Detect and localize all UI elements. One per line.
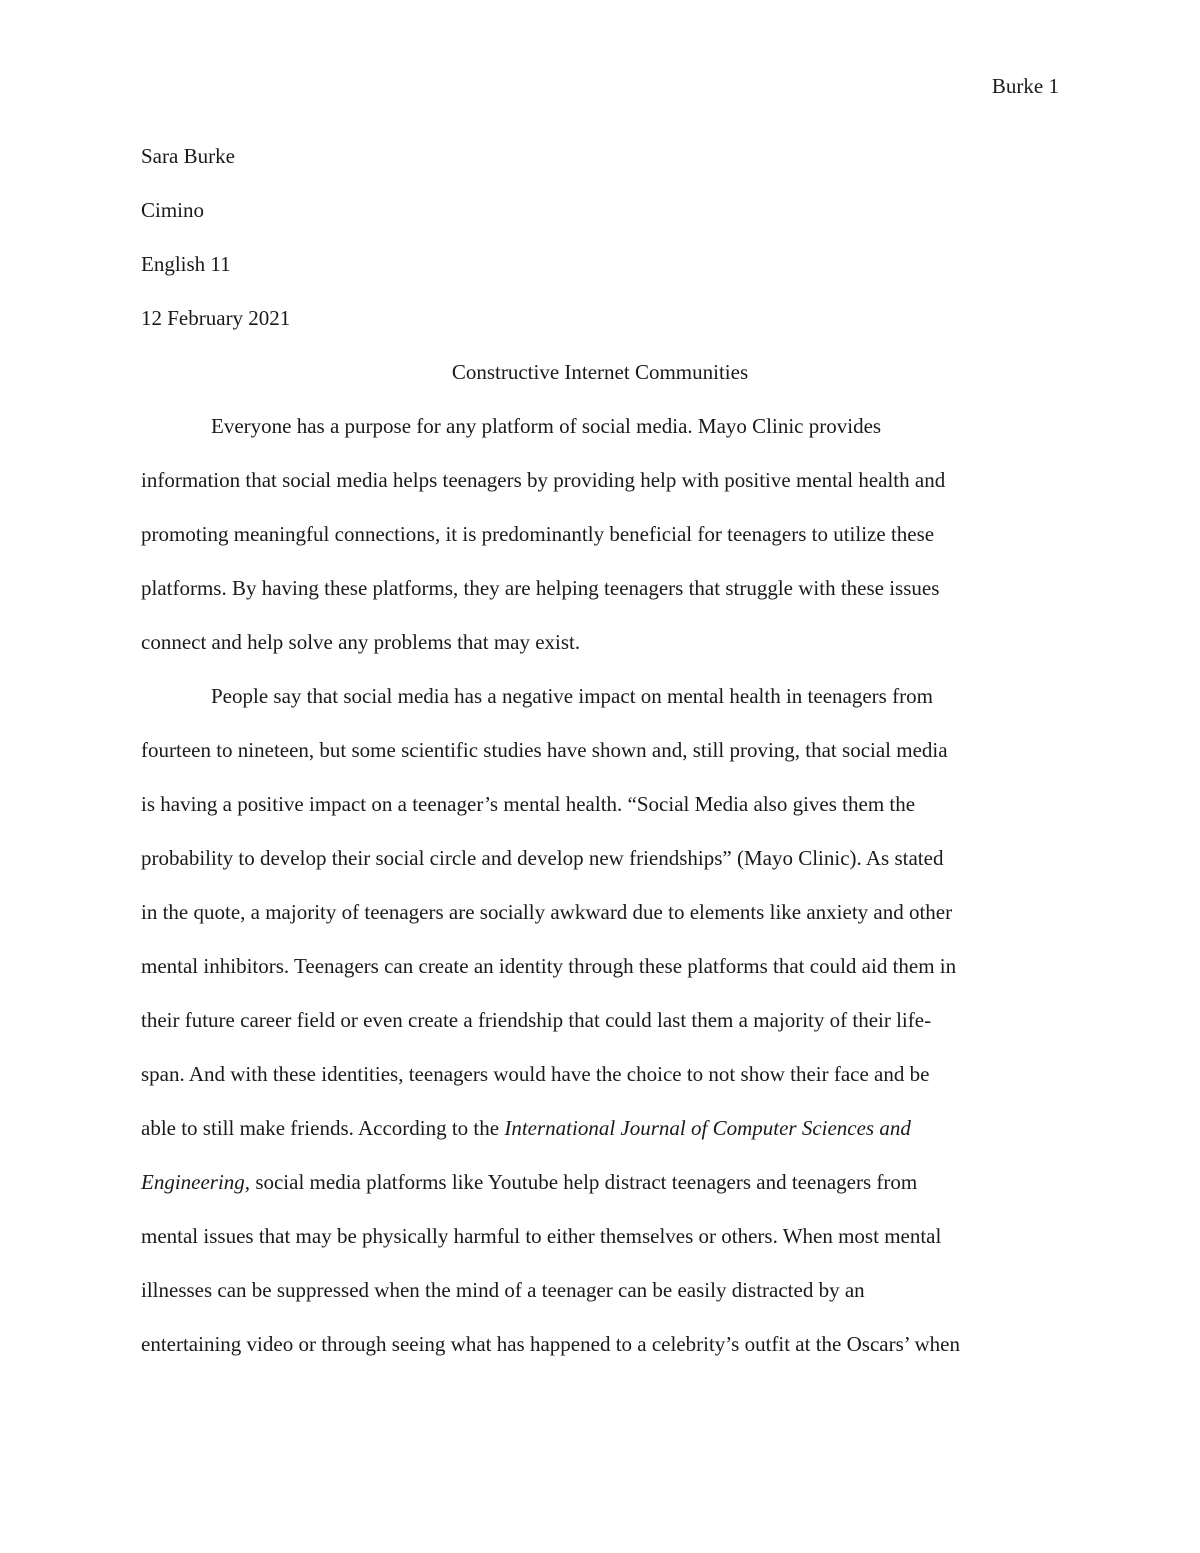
- paragraph-line: span. And with these identities, teenagers would have the choice to not show their face and be: [141, 1062, 930, 1086]
- paragraph-line: Everyone has a purpose for any platform of social media. Mayo Clinic provides: [211, 414, 882, 438]
- paragraph-line: promoting meaningful connections, it is predominantly beneficial for teenagers to utilize these: [141, 522, 935, 546]
- citation-trail-text: social media platforms like Youtube help distract teenagers and teenagers from: [250, 1170, 918, 1194]
- paragraph-line-with-citation: [141, 1155, 1059, 1209]
- paragraph-1: [141, 399, 1059, 669]
- citation-lead-text: able to still make friends. According to the: [141, 1116, 505, 1140]
- paragraph-line: connect and help solve any problems that may exist.: [141, 630, 581, 654]
- essay-title: Constructive Internet Communities: [451, 360, 749, 384]
- paragraph-2: [141, 669, 1059, 1371]
- journal-title-part-1: International Journal of Computer Sciences and: [504, 1116, 911, 1140]
- paragraph-line: mental inhibitors. Teenagers can create an identity through these platforms that could aid them in: [141, 954, 957, 978]
- paragraph-line-with-citation: [141, 1101, 1059, 1155]
- journal-title-part-2: Engineering,: [141, 1170, 251, 1194]
- paragraph-line: their future career field or even create a friendship that could last them a majority of their life-: [141, 1008, 932, 1032]
- paragraph-line: fourteen to nineteen, but some scientific studies have shown and, still proving, that social media: [141, 738, 948, 762]
- paragraph-line: in the quote, a majority of teenagers are socially awkward due to elements like anxiety and other: [141, 900, 953, 924]
- instructor-name: Cimino: [141, 198, 205, 222]
- paragraph-line: illnesses can be suppressed when the mind of a teenager can be easily distracted by an: [141, 1278, 865, 1302]
- paragraph-line: mental issues that may be physically harmful to either themselves or others. When most mental: [141, 1224, 942, 1248]
- running-head: Burke 1: [991, 74, 1059, 98]
- document-body: [141, 129, 1059, 1371]
- paragraph-line: information that social media helps teenagers by providing help with positive mental health and: [141, 468, 946, 492]
- paragraph-line: People say that social media has a negative impact on mental health in teenagers from: [211, 684, 933, 708]
- paragraph-line: entertaining video or through seeing what has happened to a celebrity’s outfit at the Oscars’ when: [141, 1332, 960, 1356]
- paragraph-line: platforms. By having these platforms, they are helping teenagers that struggle with these issues: [141, 576, 940, 600]
- submission-date: 12 February 2021: [141, 306, 291, 330]
- paragraph-line: is having a positive impact on a teenager’s mental health. “Social Media also gives them the: [141, 792, 916, 816]
- paragraph-line: probability to develop their social circle and develop new friendships” (Mayo Clinic). As stated: [141, 846, 944, 870]
- course-name: English 11: [141, 252, 231, 276]
- student-name: Sara Burke: [141, 144, 235, 168]
